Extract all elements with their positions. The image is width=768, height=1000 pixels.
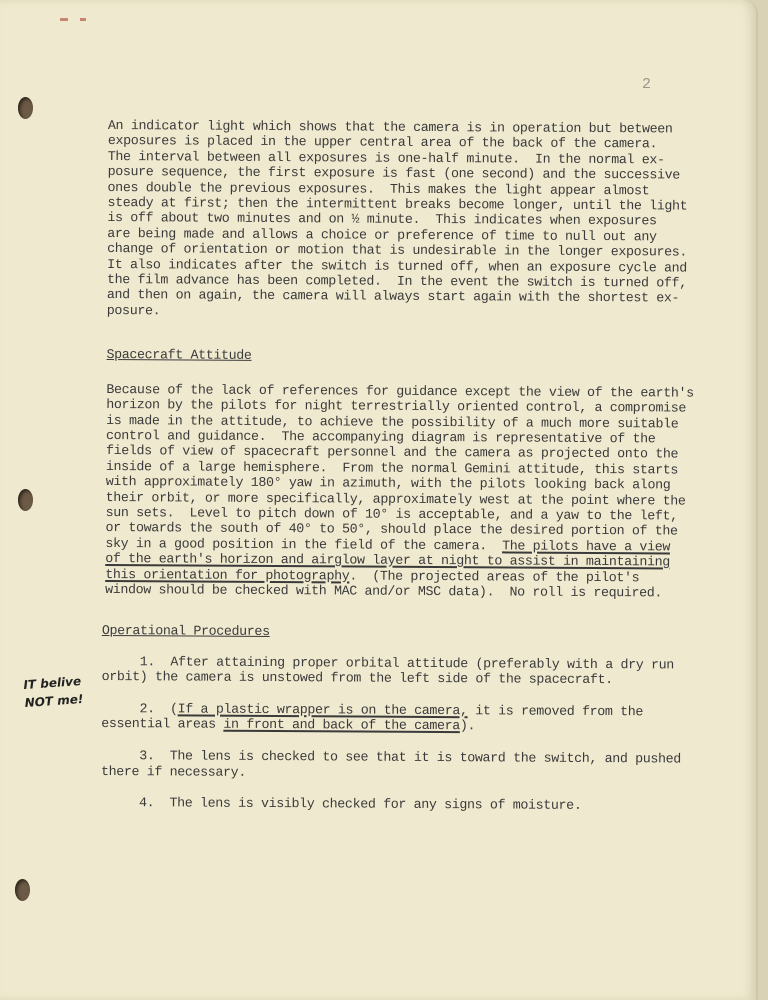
text-segment: sun sets. Level to pitch down of 10° is acceptable, and a yaw to the left, <box>105 504 678 524</box>
handwritten-note <box>23 672 84 712</box>
underlined-text: If a plastic wrapper is on the camera, <box>177 701 468 718</box>
text-segment: It also indicates after the switch is turned off, when an exposure cycle and <box>107 256 687 276</box>
text-segment: . (The projected areas of the pilot's <box>349 568 640 585</box>
text-segment: 2. ( <box>101 700 178 717</box>
text-segment: ones double the previous exposures. This makes the light appear almost <box>107 179 650 198</box>
text-segment: is off about two minutes and on ½ minute. This indicates when exposures <box>107 210 657 229</box>
text-segment: 1. After attaining proper orbital attitude (preferably with a dry run <box>101 653 674 673</box>
text-segment: and then on again, the camera will always start again with the shortest ex- <box>106 287 680 306</box>
text-segment: posure. <box>106 302 161 319</box>
text-segment: essential areas <box>101 715 224 732</box>
text-segment: fields of view of spacecraft personnel and the camera as projected onto the <box>105 443 679 462</box>
procedure-item <box>101 748 704 782</box>
underlined-text: in front and back of the camera <box>223 716 460 734</box>
text-segment: An indicator light which shows that the camera is in operation but between <box>107 118 673 137</box>
text-segment: 3. The lens is checked to see that it is toward the switch, and pushed <box>101 748 681 767</box>
text-segment: it is removed from the <box>467 702 644 719</box>
text-segment: window should be checked with MAC and/or MSC data). No roll is required. <box>105 581 663 601</box>
handwritten-note-line: IT belive <box>22 674 82 693</box>
paragraph-spacecraft-attitude <box>105 382 706 601</box>
underlined-text: this orientation for photography <box>105 566 350 584</box>
heading-row <box>102 623 705 642</box>
text-segment: horizon by the pilots for night terrestrially oriented control, a compromise <box>106 397 687 416</box>
underlined-text: The pilots have a view <box>502 538 671 555</box>
text-segment: their orbit, or more specifically, approximately west at the point where the <box>105 489 686 509</box>
text-line <box>105 582 705 601</box>
underlined-text: of the earth's horizon and airglow layer at night to assist in maintaining <box>105 551 670 570</box>
procedures-list <box>101 654 705 815</box>
handwritten-note-line: NOT me! <box>24 691 84 711</box>
document-body <box>100 118 708 814</box>
punch-hole <box>15 879 30 901</box>
text-segment: 4. The lens is visibly checked for any signs of moisture. <box>100 795 582 814</box>
procedure-item <box>102 654 705 688</box>
section-heading-operational-procedures: Operational Procedures <box>101 623 270 640</box>
text-segment: inside of a large hemisphere. From the normal Gemini attitude, this starts <box>105 458 679 478</box>
text-segment: ). <box>459 718 476 734</box>
heading-row <box>107 347 707 366</box>
text-segment: with approximately 180° yaw in azimuth, with the pilots looking back along <box>105 474 671 493</box>
text-segment: posure sequence, the first exposure is fast (one second) and the successive <box>107 164 680 183</box>
ink-mark <box>80 18 86 21</box>
text-segment: the film advance has been completed. In the event the switch is turned off, <box>106 272 687 291</box>
text-segment: change of orientation or motion that is undesirable in the longer exposures. <box>107 241 688 260</box>
punch-hole <box>18 489 33 511</box>
text-line <box>101 795 704 814</box>
page-number: 2 <box>642 76 652 93</box>
punch-hole <box>18 97 33 119</box>
text-segment: or towards the south of 40° to 50°, should place the desired portion of the <box>105 520 678 539</box>
paragraph-indicator-light <box>107 118 708 322</box>
ink-mark <box>60 18 68 21</box>
text-segment: is made in the attitude, to achieve the possibility of a much more suitable <box>106 412 679 431</box>
procedure-item <box>101 795 704 814</box>
procedure-item <box>101 701 704 735</box>
text-segment: steady at first; then the intermittent breaks become longer, until the light <box>107 195 688 214</box>
text-segment: The interval between all exposures is one-half minute. In the normal ex- <box>107 148 665 168</box>
text-segment: orbit) the camera is unstowed from the left side of the spacecraft. <box>101 669 613 688</box>
text-segment: Because of the lack of references for guidance except the view of the earth's <box>106 381 694 401</box>
text-segment: sky in a good position in the field of the camera. <box>105 535 503 554</box>
text-segment: there if necessary. <box>100 763 247 780</box>
text-segment: control and guidance. The accompanying diagram is representative of the <box>106 427 656 447</box>
text-segment: exposures is placed in the upper central area of the back of the camera. <box>107 133 658 152</box>
section-heading-spacecraft-attitude: Spacecraft Attitude <box>106 347 252 364</box>
text-segment: are being made and allows a choice or preference of time to null out any <box>107 225 657 245</box>
